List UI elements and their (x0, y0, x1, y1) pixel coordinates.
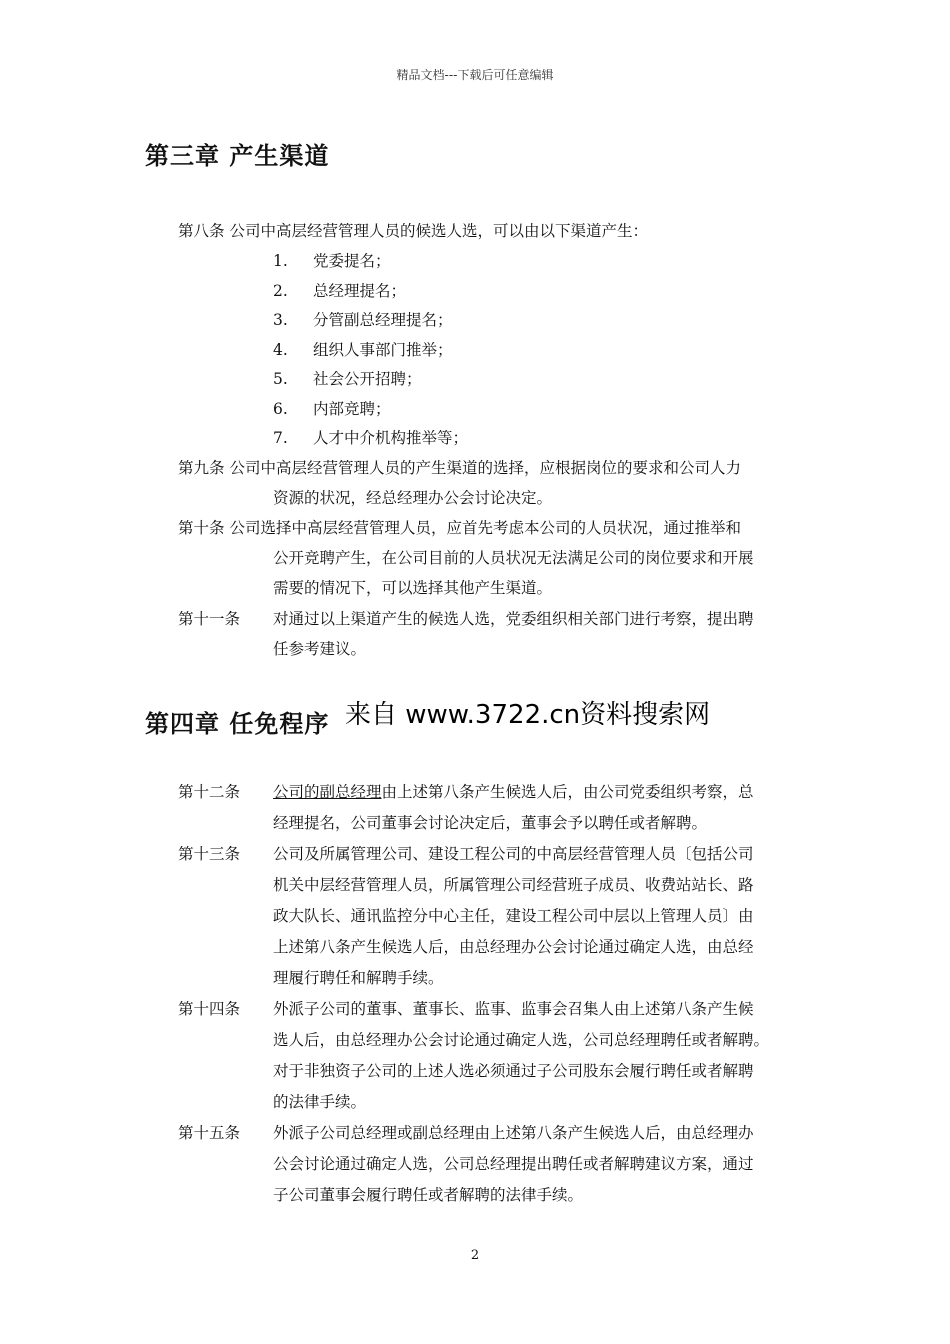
list-item-text: 人才中介机构推举等； (313, 429, 469, 447)
article-9-line: 资源的状况，经总经理办公会讨论决定。 (273, 489, 553, 507)
article-10-line: 需要的情况下，可以选择其他产生渠道。 (273, 579, 553, 597)
list-item-number: 1. (273, 252, 288, 270)
article-12-line (273, 777, 754, 807)
article-14-line: 选人后，由总经理办公会讨论通过确定人选，公司总经理聘任或者解聘。 (273, 1031, 770, 1049)
article-10-label: 第十条 (178, 519, 225, 537)
article-10 (178, 513, 741, 543)
article-13-line: 上述第八条产生候选人后，由总经理办公会讨论通过确定人选，由总经 (273, 938, 754, 956)
article-15-line: 外派子公司总经理或副总经理由上述第八条产生候选人后，由总经理办 (273, 1124, 754, 1142)
list-item (273, 305, 453, 335)
chapter-4-title: 第四章 任免程序 (145, 710, 330, 738)
article-12-label: 第十二条 (178, 783, 241, 801)
article-10-line: 公司选择中高层经营管理人员，应首先考虑本公司的人员状况，通过推举和 (229, 519, 741, 537)
watermark-text: 来自 www.3722.cn资料搜索网 (345, 700, 711, 730)
article-9 (178, 453, 741, 483)
list-item-text: 分管副总经理提名； (313, 311, 453, 329)
article-11-line: 对通过以上渠道产生的候选人选，党委组织相关部门进行考察，提出聘 (273, 610, 754, 628)
article-11-line: 任参考建议。 (273, 640, 367, 658)
page-header: 精品文档---下载后可任意编辑 (396, 68, 554, 82)
article-13-line: 机关中层经营管理人员，所属管理公司经营班子成员、收费站站长、路 (273, 876, 754, 894)
article-9-line: 公司中高层经营管理人员的产生渠道的选择，应根据岗位的要求和公司人力 (229, 459, 741, 477)
article-14-line: 的法律手续。 (273, 1093, 367, 1111)
article-15-line: 子公司董事会履行聘任或者解聘的法律手续。 (273, 1186, 584, 1204)
list-item (273, 276, 406, 306)
article-13-line: 公司及所属管理公司、建设工程公司的中高层经营管理人员〔包括公司 (273, 845, 754, 863)
list-item-text: 内部竞聘； (313, 400, 391, 418)
chapter-3-title: 第三章 产生渠道 (145, 142, 330, 170)
list-item-text: 总经理提名； (313, 282, 407, 300)
list-item (273, 394, 391, 424)
article-8-label: 第八条 (178, 222, 225, 240)
list-item (273, 364, 422, 394)
article-14-label: 第十四条 (178, 1000, 241, 1018)
underlined-term: 公司的副总经理 (273, 783, 382, 801)
article-15-line: 公会讨论通过确定人选，公司总经理提出聘任或者解聘建议方案，通过 (273, 1155, 754, 1173)
list-item-number: 7. (273, 429, 288, 447)
list-item-text: 社会公开招聘； (313, 370, 422, 388)
article-12-line: 经理提名，公司董事会讨论决定后，董事会予以聘任或者解聘。 (273, 814, 708, 832)
article-8-text: 公司中高层经营管理人员的候选人选，可以由以下渠道产生： (229, 222, 648, 240)
article-14-line: 对于非独资子公司的上述人选必须通过子公司股东会履行聘任或者解聘 (273, 1062, 754, 1080)
article-12-text: 由上述第八条产生候选人后，由公司党委组织考察，总 (381, 783, 754, 801)
article-13-line: 政大队长、通讯监控分中心主任，建设工程公司中层以上管理人员〕由 (273, 907, 754, 925)
article-13-line: 理履行聘任和解聘手续。 (273, 969, 444, 987)
article-11-label: 第十一条 (178, 610, 241, 628)
list-item-number: 6. (273, 400, 288, 418)
page-number: 2 (470, 1248, 480, 1263)
list-item-text: 党委提名； (313, 252, 391, 270)
list-item-number: 5. (273, 370, 288, 388)
article-10-line: 公开竞聘产生，在公司目前的人员状况无法满足公司的岗位要求和开展 (273, 549, 754, 567)
article-13-label: 第十三条 (178, 845, 241, 863)
article-14-line: 外派子公司的董事、董事长、监事、监事会召集人由上述第八条产生候 (273, 1000, 754, 1018)
article-9-label: 第九条 (178, 459, 225, 477)
article-8 (178, 216, 648, 246)
list-item (273, 246, 391, 276)
list-item-text: 组织人事部门推举； (313, 341, 453, 359)
list-item-number: 4. (273, 341, 288, 359)
article-15-label: 第十五条 (178, 1124, 241, 1142)
list-item-number: 2. (273, 282, 288, 300)
list-item (273, 335, 453, 365)
list-item-number: 3. (273, 311, 288, 329)
list-item (273, 423, 468, 453)
